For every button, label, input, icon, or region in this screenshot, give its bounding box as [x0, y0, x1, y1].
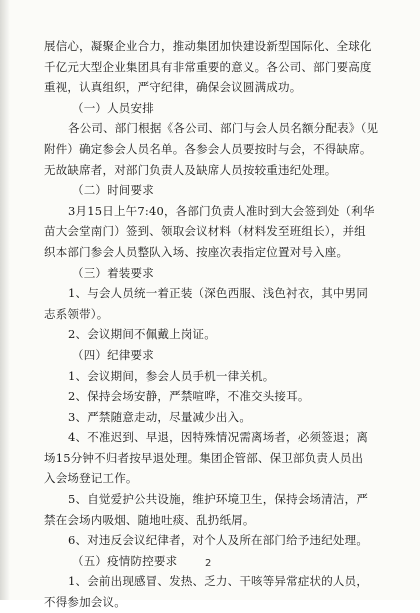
- section-heading-epidemic: （五）疫情防控要求: [72, 553, 178, 568]
- paragraph-line: 5、自觉爱护公共设施，维护环境卫生，保持会场清洁，严: [68, 492, 369, 507]
- page-number: 2: [205, 558, 212, 569]
- section-heading-discipline: （四）纪律要求: [72, 347, 154, 362]
- paragraph-line: 千亿元大型企业集团具有非常重要的意义。各公司、部门要高度: [44, 59, 372, 74]
- section-heading-personnel: （一）人员安排: [72, 100, 154, 115]
- paragraph-line: 志系领带）。: [44, 306, 109, 321]
- paragraph-line: 2、会议期间不佩戴上岗证。: [68, 327, 216, 342]
- paragraph-line: 4、不准迟到、早退，因特殊情况需离场者，必须签退；离: [68, 430, 369, 445]
- paragraph-line: 1、会议期间，参会人员手机一律关机。: [68, 368, 275, 383]
- paragraph-line: 3、严禁随意走动，尽量减少出入。: [68, 409, 252, 424]
- paragraph-line: 6、对违反会议纪律者，对个人及所在部门给予违纪处理。: [68, 533, 369, 548]
- paragraph-line: 重视，认真组织，严守纪律，确保会议圆满成功。: [44, 80, 302, 95]
- paragraph-line: 各公司、部门根据《各公司、部门与会人员名额分配表》（见: [68, 121, 379, 136]
- paragraph-line: 1、会前出现感冒、发热、乏力、干咳等异常症状的人员，: [68, 574, 369, 589]
- paragraph-line: 展信心，凝聚企业合力，推动集团加快建设新型国际化、全球化: [44, 39, 372, 53]
- paragraph-line: 场15分钟不归者按早退处理。集团企管部、保卫部负责人员出: [44, 450, 364, 465]
- paragraph-line: 3月15日上午7:40，各部门负责人准时到大会签到处（利华: [68, 203, 375, 218]
- scan-edge-shadow: [0, 0, 10, 600]
- paragraph-line: 禁在会场内吸烟、随地吐痰、乱扔纸屑。: [44, 512, 255, 527]
- paragraph-line: 无故缺席者，对部门负责人及缺席人员按较重违纪处理。: [44, 162, 337, 177]
- document-body: [44, 36, 392, 613]
- paragraph-line: 苗大会堂南门）签到、领取会议材料（材料发至班组长），并组: [44, 224, 366, 239]
- paragraph-line: 1、与会人员统一着正装（深色西服、浅色衬衣，其中男同: [68, 286, 369, 301]
- paragraph-line: 附件）确定参会人员名单。各参会人员要按时与会，不得缺席。: [44, 141, 372, 156]
- paragraph-line: 不得参加会议。: [44, 595, 126, 610]
- paragraph-line: 入会场登记工作。: [44, 471, 138, 486]
- section-heading-dress: （三）着装要求: [72, 265, 154, 280]
- paragraph-line: 织本部门参会人员整队入场、按座次表指定位置对号入座。: [44, 244, 349, 259]
- paragraph-line: 2、保持会场安静，严禁喧哗，不准交头接耳。: [68, 389, 310, 404]
- section-heading-time: （二）时间要求: [72, 183, 154, 198]
